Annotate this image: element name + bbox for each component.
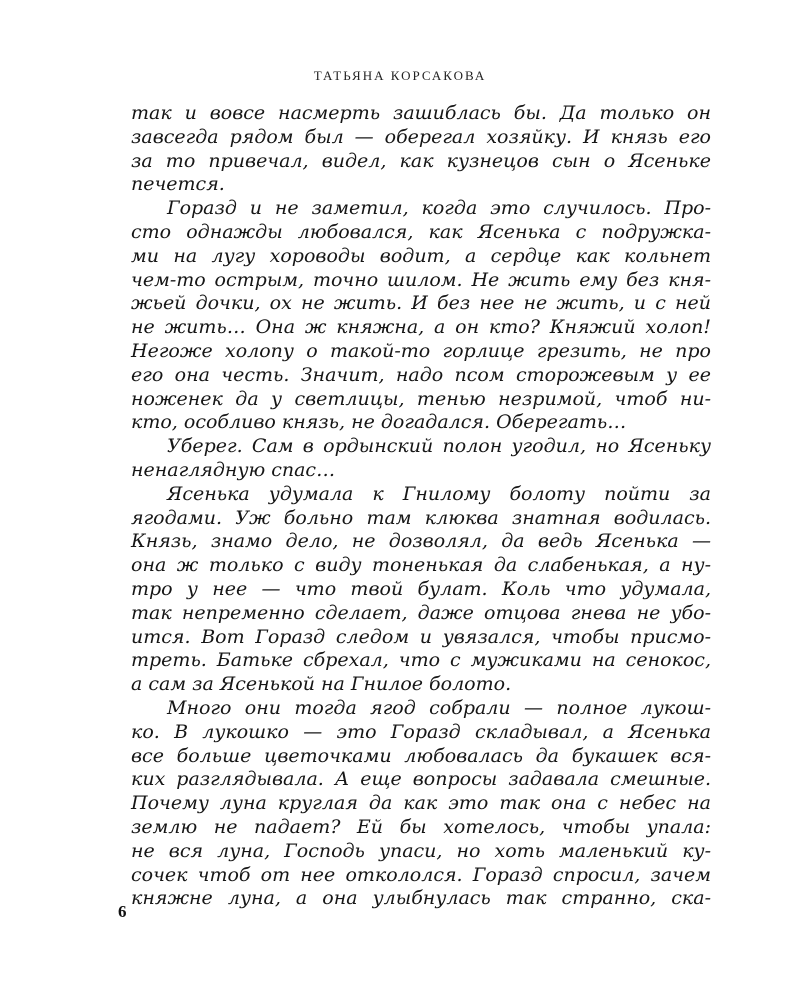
text-line: Уберег. Сам в ордынский полон угодил, но Ясеньку [167, 435, 711, 458]
text-line: завсегда рядом был — оберегал хозяйку. И князь его [131, 125, 711, 148]
text-line: сто однажды любовался, как Ясенька с подружка- [131, 220, 711, 243]
text-line: ми на лугу хороводы водит, а сердце как кольнет [131, 244, 711, 267]
page-number: 6 [118, 902, 127, 921]
body-text [131, 102, 711, 911]
running-head: ТАТЬЯНА КОРСАКОВА [313, 68, 487, 83]
text-line: сочек чтоб от нее откололся. Горазд спросил, зачем [131, 863, 711, 886]
text-line: так непременно сделает, даже отцова гнева не убо- [131, 601, 711, 624]
text-line: землю не падает? Ей бы хотелось, чтобы упала: [131, 815, 711, 838]
text-line: так и вовсе насмерть зашиблась бы. Да только он [131, 102, 711, 124]
text-line: жьей дочки, ох не жить. И без нее не жить, и с ней [131, 292, 711, 315]
text-line: ненаглядную спас… [131, 458, 336, 481]
text-line: княжне луна, а она улыбнулась так странно, ска- [131, 887, 711, 910]
text-line: его она честь. Значит, надо псом сторожевым у ее [131, 363, 711, 386]
text-line: Негоже холопу о такой-то горлице грезить, не про [131, 339, 711, 362]
text-line: Почему луна круглая да как это так она с небес на [131, 792, 711, 815]
text-line: ноженек да у светлицы, тенью незримой, чтоб ни- [131, 387, 711, 410]
text-line: не вся луна, Господь упаси, но хоть маленький ку- [131, 839, 711, 862]
text-line: тро у нее — что твой булат. Коль что удумала, [131, 577, 711, 600]
text-line: Ясенька удумала к Гнилому болоту пойти за [167, 482, 711, 505]
text-line: все больше цветочками любовалась да букашек вся- [131, 744, 711, 767]
text-line: за то привечал, видел, как кузнецов сын о Ясеньке [131, 149, 711, 172]
text-line: ягодами. Уж больно там клюква знатная водилась. [131, 506, 711, 529]
text-line: печется. [131, 173, 225, 196]
text-line: Много они тогда ягод собрали — полное лукош- [167, 696, 711, 719]
text-line: она ж только с виду тоненькая да слабенькая, а ну- [131, 554, 711, 577]
text-line: треть. Батьке сбрехал, что с мужиками на сенокос, [131, 649, 711, 672]
text-line: Князь, знамо дело, не дозволял, да ведь Ясенька — [131, 530, 711, 553]
text-line: ится. Вот Горазд следом и увязался, чтобы присмо- [131, 625, 711, 648]
text-line: а сам за Ясенькой на Гнилое болото. [131, 673, 512, 696]
text-line: ких разглядывала. А еще вопросы задавала смешные. [131, 768, 711, 791]
text-line: ко. В лукошко — это Горазд складывал, а Ясенька [131, 720, 711, 743]
text-line: не жить… Она ж княжна, а он кто? Княжий холоп! [131, 316, 711, 339]
text-line: Горазд и не заметил, когда это случилось. Про- [167, 197, 711, 220]
text-line: кто, особливо князь, не догадался. Оберегать… [131, 411, 627, 434]
text-line: чем-то острым, точно шилом. Не жить ему без кня- [131, 268, 711, 291]
